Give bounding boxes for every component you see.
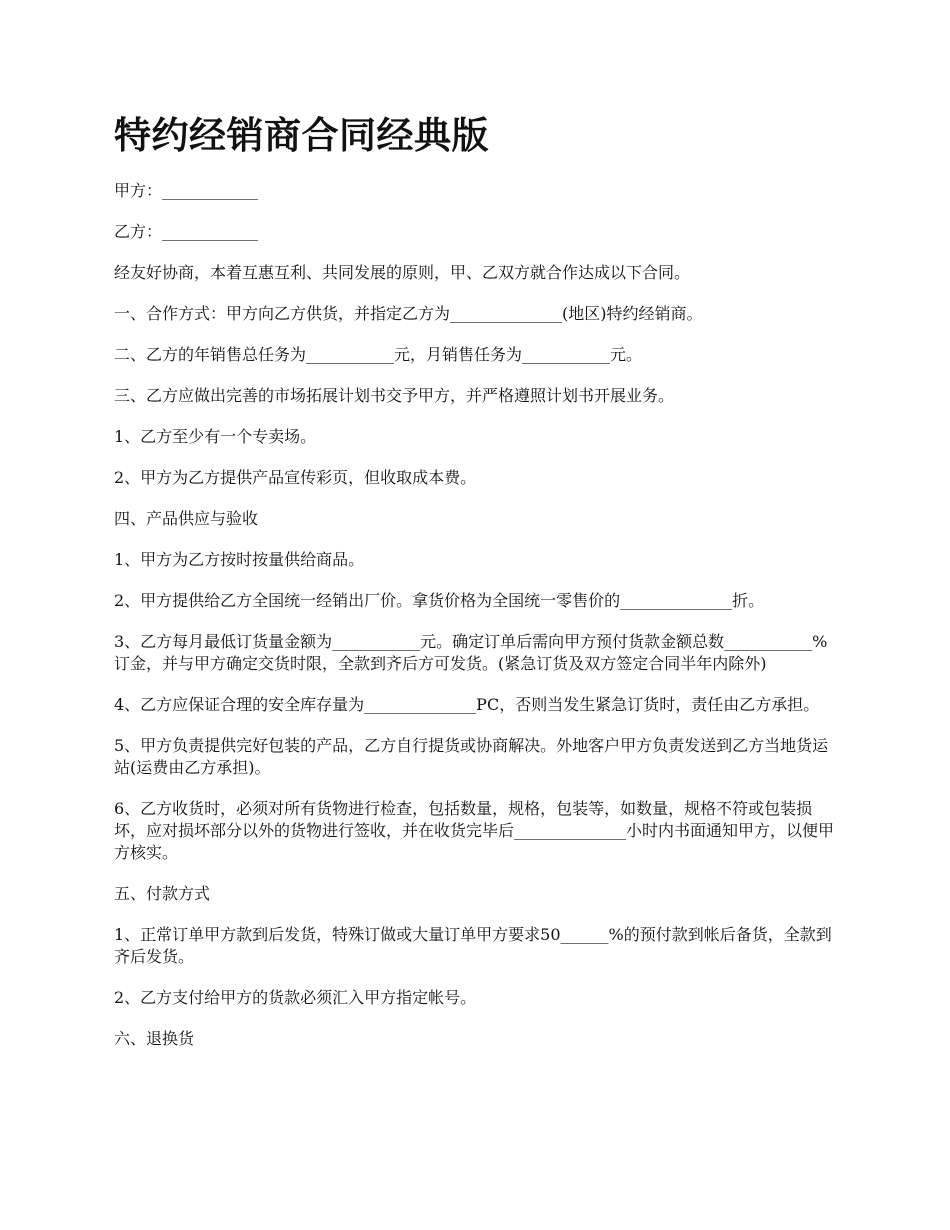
clause-4-6: 6、乙方收货时，必须对所有货物进行检查，包括数量，规格，包装等，如数量，规格不符或包装损坏，应对损坏部分以外的货物进行签收，并在收货完毕后______________小时内书面通知甲方，以便甲方核实。 xyxy=(114,799,835,862)
clause-3-2: 2、甲方为乙方提供产品宣传彩页，但收取成本费。 xyxy=(114,468,477,487)
section-4-heading: 四、产品供应与验收 xyxy=(114,509,259,528)
clause-4-1: 1、甲方为乙方按时按量供给商品。 xyxy=(114,550,365,569)
clause-5-2: 2、乙方支付给甲方的货款必须汇入甲方指定帐号。 xyxy=(114,988,477,1007)
clause-4-3: 3、乙方每月最低订货量金额为___________元。确定订单后需向甲方预付货款金额总数___________%订金，并与甲方确定交货时限，全款到齐后方可发货。(紧急订货及双方签定合同半年内除外) xyxy=(114,632,828,673)
clause-4-2: 2、甲方提供给乙方全国统一经销出厂价。拿货价格为全国统一零售价的______________折。 xyxy=(114,591,765,610)
preamble-paragraph: 经友好协商，本着互惠互利、共同发展的原则，甲、乙双方就合作达成以下合同。 xyxy=(114,263,691,282)
party-a-line: 甲方：____________ xyxy=(114,181,259,200)
section-2-sales-target: 二、乙方的年销售总任务为___________元，月销售任务为___________元。 xyxy=(114,345,643,364)
clause-5-1: 1、正常订单甲方款到后发货，特殊订做或大量订单甲方要求50______%的预付款到帐后备货，全款到齐后发货。 xyxy=(114,925,832,966)
clause-4-5: 5、甲方负责提供完好包装的产品，乙方自行提货或协商解决。外地客户甲方负责发送到乙方当地货运站(运费由乙方承担)。 xyxy=(114,736,829,777)
section-5-heading: 五、付款方式 xyxy=(114,884,211,903)
clause-4-4: 4、乙方应保证合理的安全库存量为______________PC，否则当发生紧急订货时，责任由乙方承担。 xyxy=(114,695,820,714)
document-title: 特约经销商合同经典版 xyxy=(114,114,489,157)
document-page xyxy=(114,112,838,1069)
section-3-market-plan: 三、乙方应做出完善的市场拓展计划书交予甲方，并严格遵照计划书开展业务。 xyxy=(114,386,675,405)
clause-3-1: 1、乙方至少有一个专卖场。 xyxy=(114,427,317,446)
section-6-heading: 六、退换货 xyxy=(114,1029,195,1048)
party-b-line: 乙方：____________ xyxy=(114,222,259,241)
section-1-cooperation: 一、合作方式：甲方向乙方供货，并指定乙方为______________(地区)特约经销商。 xyxy=(114,304,703,323)
